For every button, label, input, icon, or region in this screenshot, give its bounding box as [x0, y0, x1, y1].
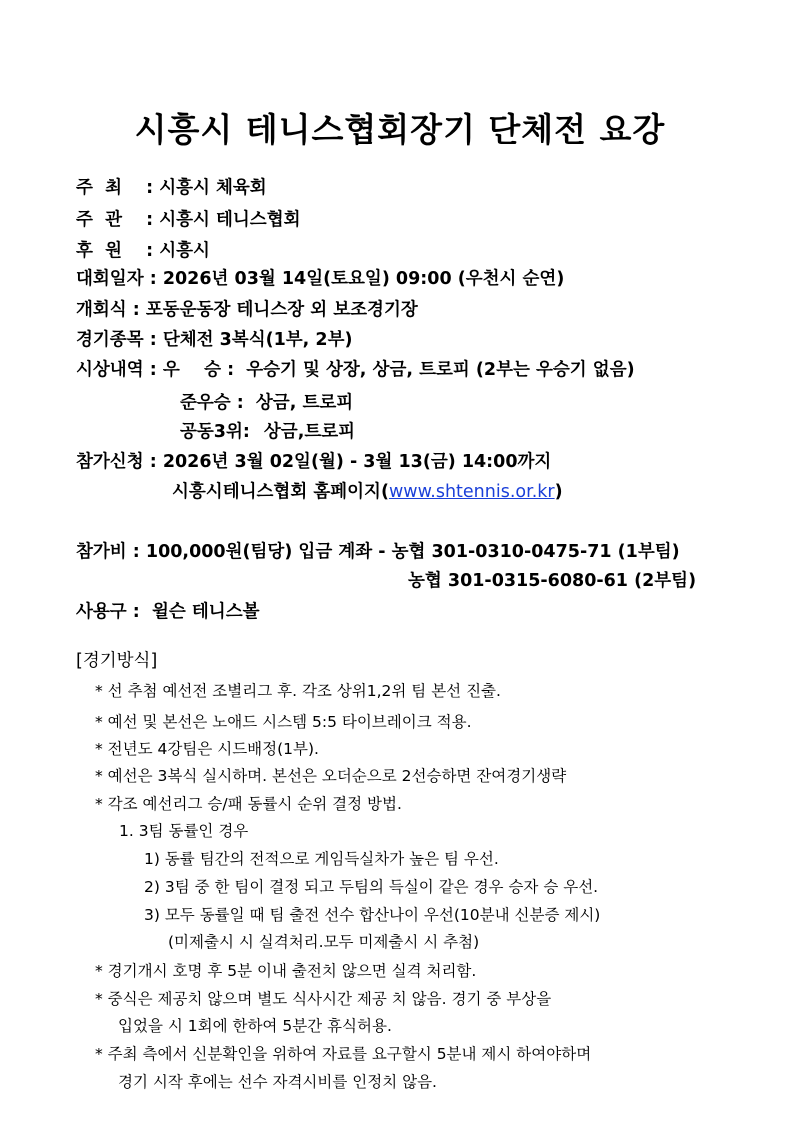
award-rank-3: 공동3위: [180, 422, 243, 442]
opening-sep: :: [126, 300, 146, 320]
awards-label: 시상내역: [76, 360, 144, 380]
fee-account-1: 100,000원(팀당) 입금 계좌 - 농협 301-0310-0475-71 (1부팀): [145, 542, 680, 562]
fee-line-2: [408, 569, 696, 593]
fee-label: 참가비: [76, 542, 127, 562]
document-title: 시흥시 테니스협회장기 단체전 요강: [134, 110, 666, 149]
award-line-2: [180, 391, 353, 415]
rule-item: * 전년도 4강팀은 시드배정(1부).: [95, 740, 319, 758]
date-value: 2026년 03월 14일(토요일) 09:00 (우천시 순연): [162, 269, 565, 289]
rule-item: * 각조 예선리그 승/패 동률시 순위 결정 방법.: [95, 795, 402, 813]
rule-subitem: 2) 3팀 중 한 팀이 결정 되고 두팀의 득실이 같은 경우 승자 승 우선.: [144, 878, 599, 896]
host-line: [76, 176, 267, 200]
award-prize-3: 상금,트로피: [263, 422, 356, 442]
registration-period: 2026년 3월 02일(월) - 3월 13(금) 14:00까지: [162, 452, 552, 472]
url-paren-open: (: [380, 482, 389, 502]
rule-subitem: 1) 동률 팀간의 전적으로 게임득실차가 높은 팀 우선.: [144, 850, 499, 868]
award-colon-3: :: [242, 422, 250, 442]
awards-sep: :: [143, 360, 163, 380]
organizer-label: 주 관: [76, 210, 122, 230]
url-paren-close: ): [554, 482, 563, 502]
rule-subitem: 3) 모두 동률일 때 팀 출전 선수 합산나이 우선(10분내 신분증 제시): [144, 906, 601, 924]
fee-sep: :: [126, 542, 146, 562]
ball-label: 사용구: [76, 602, 127, 622]
rule-item: * 선 추첨 예선전 조별리그 후. 각조 상위1,2위 팀 본선 진출.: [95, 682, 501, 700]
sponsor-value: 시흥시: [159, 241, 210, 261]
rule-item: * 경기개시 호명 후 5분 이내 출전치 않으면 실격 처리함.: [95, 962, 477, 980]
organizer-value: 시흥시 테니스협회: [159, 210, 301, 230]
registration-sep: :: [143, 452, 163, 472]
registration-line: [76, 450, 551, 474]
sponsor-line: [76, 239, 210, 263]
rules-heading: [경기방식]: [76, 651, 158, 671]
award-rank-2: 준우승: [180, 393, 231, 413]
registration-site-line: [172, 480, 563, 504]
homepage-link[interactable]: www.shtennis.or.kr: [388, 482, 555, 502]
event-value: 단체전 3복식(1부, 2부): [162, 330, 353, 350]
organizer-sep: :: [140, 210, 160, 230]
event-line: [76, 328, 353, 352]
award-colon-1: :: [221, 360, 241, 380]
host-value: 시흥시 체육회: [159, 178, 267, 198]
award-prize-1: 우승기 및 상장, 상금, 트로피 (2부는 우승기 없음): [246, 360, 635, 380]
ball-line: [76, 600, 260, 624]
awards-line: [76, 358, 635, 382]
opening-line: [76, 298, 418, 322]
rule-item-continued: 입었을 시 1회에 한하여 5분간 휴식허용.: [118, 1017, 392, 1035]
ball-value: 윌슨 테니스볼: [152, 602, 260, 622]
sponsor-sep: :: [140, 241, 160, 261]
organizer-line: [76, 208, 301, 232]
rule-subitem: (미제출시 시 실격처리.모두 미제출시 시 추첨): [168, 933, 480, 951]
rule-subitem: 1. 3팀 동률인 경우: [119, 822, 249, 840]
host-sep: :: [140, 178, 160, 198]
award-rank-1: 우 승: [162, 360, 221, 380]
award-line-3: [180, 420, 355, 444]
fee-account-2: 농협 301-0315-6080-61 (2부팀): [408, 571, 697, 591]
event-sep: :: [143, 330, 163, 350]
date-sep: :: [143, 269, 163, 289]
award-prize-2: 상금, 트로피: [255, 393, 354, 413]
registration-site-text: 시흥시테니스협회 홈페이지: [172, 482, 381, 502]
event-label: 경기종목: [76, 330, 144, 350]
opening-label: 개회식: [76, 300, 127, 320]
host-label: 주 최: [76, 178, 122, 198]
rule-item: * 중식은 제공치 않으며 별도 식사시간 제공 치 않음. 경기 중 부상을: [95, 990, 552, 1008]
rule-item: * 예선 및 본선은 노애드 시스템 5:5 타이브레이크 적용.: [95, 713, 472, 731]
rule-item-continued: 경기 시작 후에는 선수 자격시비를 인정치 않음.: [118, 1073, 437, 1091]
ball-sep: :: [126, 602, 152, 622]
date-line: [76, 267, 564, 291]
registration-label: 참가신청: [76, 452, 144, 472]
fee-line: [76, 540, 680, 564]
opening-value: 포동운동장 테니스장 외 보조경기장: [145, 300, 418, 320]
award-colon-2: :: [230, 393, 250, 413]
sponsor-label: 후 원: [76, 241, 122, 261]
date-label: 대회일자: [76, 269, 144, 289]
rule-item: * 예선은 3복식 실시하며. 본선은 오더순으로 2선승하면 잔여경기생략: [95, 767, 567, 785]
rule-item: * 주최 측에서 신분확인을 위하여 자료를 요구할시 5분내 제시 하여야하며: [95, 1045, 592, 1063]
